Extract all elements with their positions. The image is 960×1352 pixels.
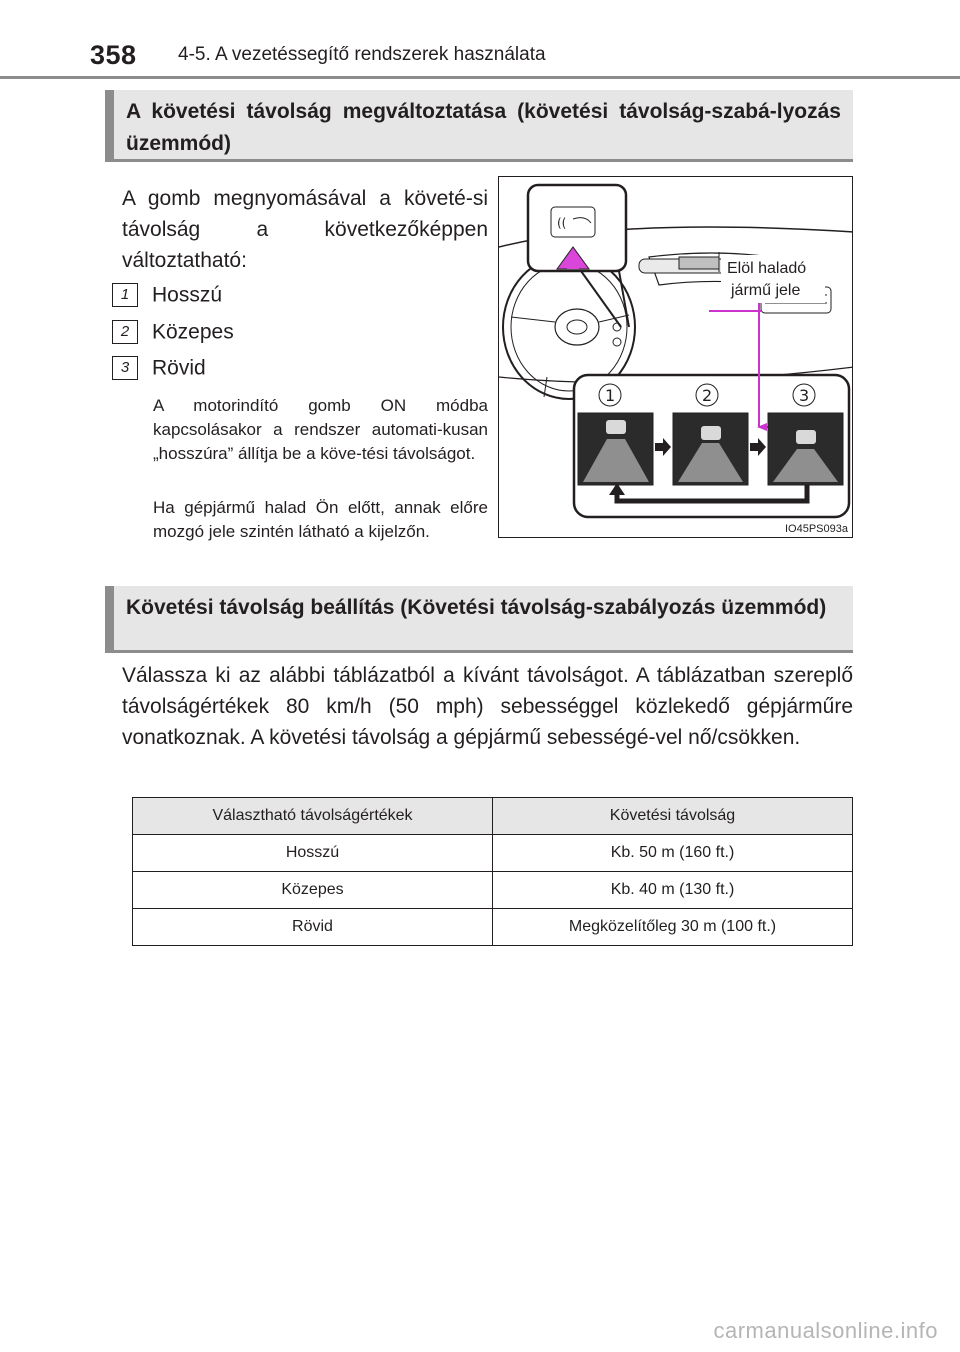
page-number: 358 — [90, 40, 137, 70]
option-long — [112, 283, 222, 307]
table-header-selectable: Választható távolságértékek — [133, 798, 493, 835]
option-label-short: Rövid — [152, 356, 206, 380]
section-heading-2 — [105, 586, 853, 653]
option-medium — [112, 320, 234, 344]
table-cell: Kb. 50 m (160 ft.) — [493, 835, 853, 872]
note-vehicle-ahead: Ha gépjármű halad Ön előtt, annak előre mozgó jele szintén látható a kijelzőn. — [153, 498, 488, 541]
table-row — [133, 835, 853, 872]
table-cell: Rövid — [133, 909, 493, 946]
callout-line-2: jármű jele — [731, 282, 801, 299]
step-label-1: 1 — [605, 386, 616, 405]
option-label-long: Hosszú — [152, 283, 223, 307]
table-cell: Közepes — [133, 872, 493, 909]
table-cell: Kb. 40 m (130 ft.) — [493, 872, 853, 909]
header-rule — [0, 76, 960, 79]
intro-text: A gomb megnyomásával a követé-si távolság a következőképpen változtatható: — [122, 187, 488, 272]
callout-line-1: Elöl haladó — [727, 260, 807, 277]
table-row — [133, 872, 853, 909]
figure-code: IO45PS093a — [785, 523, 848, 535]
option-number-1: 1 — [112, 283, 138, 307]
dashboard-drawing — [499, 177, 853, 538]
section-title-2: Követési távolság beállítás (Követési távolság-szabályozás üzemmód) — [126, 596, 827, 619]
running-head: 4-5. A vezetéssegítő rendszerek használata — [178, 44, 546, 65]
section-title-1: A követési távolság megváltoztatása (követési távolság-szabá-lyozás üzemmód) — [126, 100, 841, 155]
section-heading-1 — [105, 90, 853, 162]
option-number-3: 3 — [112, 356, 138, 380]
svg-text:((: (( — [557, 216, 567, 230]
note-default-long: A motorindító gomb ON módba kapcsolásakor a rendszer automati-kusan „hosszúra” állítja be a köve-tési távolságot. — [153, 396, 488, 463]
table-row — [133, 909, 853, 946]
option-label-medium: Közepes — [152, 320, 234, 344]
table-header-distance: Követési távolság — [493, 798, 853, 835]
table-header-row — [133, 798, 853, 835]
option-short — [112, 356, 206, 380]
step-label-3: 3 — [799, 386, 810, 405]
table-cell: Hosszú — [133, 835, 493, 872]
watermark: carmanualsonline.info — [713, 1318, 938, 1343]
distance-table — [132, 797, 853, 946]
dashboard-illustration — [498, 176, 853, 538]
option-number-2: 2 — [112, 320, 138, 344]
table-intro-paragraph: Válassza ki az alábbi táblázatból a kívánt távolságot. A táblázatban szereplő távolságértékek 80 km/h (50 mph) sebességgel közlekedő gépjárműre vonatkoznak. A követési távolság a gépjármű sebességé-vel nő/csökken. — [122, 664, 853, 749]
table-cell: Megközelítőleg 30 m (100 ft.) — [493, 909, 853, 946]
step-label-2: 2 — [702, 386, 713, 405]
